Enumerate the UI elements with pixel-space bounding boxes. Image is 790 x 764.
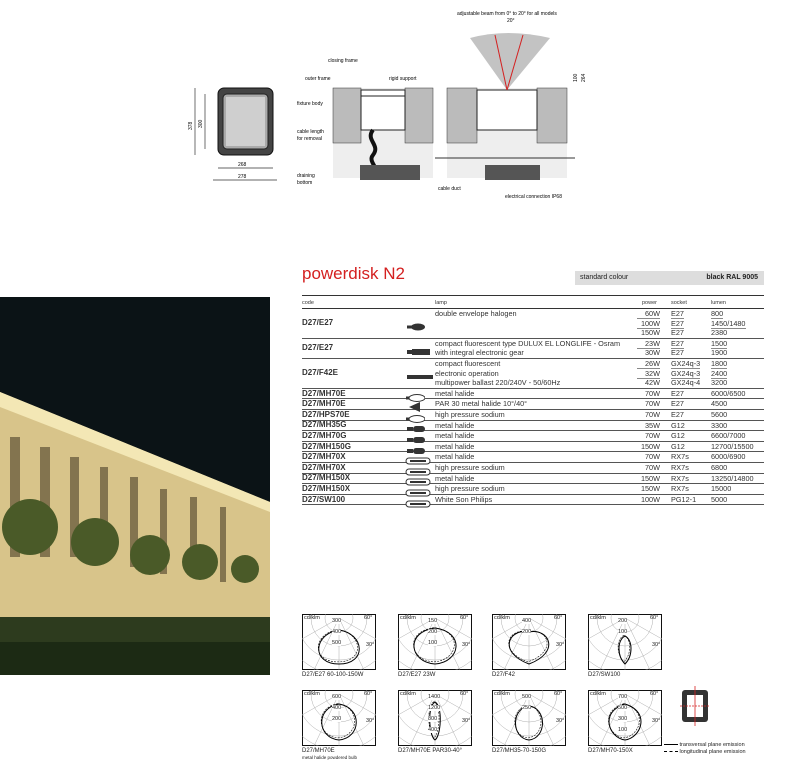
row-socket: E27 xyxy=(671,309,684,318)
row-power: 32W xyxy=(637,369,660,379)
curve-tick-label: 400 xyxy=(522,618,532,624)
dim-378: 378 xyxy=(188,121,194,130)
spec-table xyxy=(302,298,764,505)
fixture-front-view xyxy=(195,88,277,180)
beam-angle: 20° xyxy=(507,18,515,24)
row-lamp-desc: PAR 30 metal halide 10°/40° xyxy=(435,399,528,409)
row-line xyxy=(302,378,764,388)
row-code: D27/SW100 xyxy=(302,494,346,504)
curve-label: D27/F42 xyxy=(492,672,516,678)
curve-tick-label: 250 xyxy=(522,705,532,711)
row-socket: E27 xyxy=(671,409,684,419)
curve-label: D27/MH70E PAR30-40° xyxy=(398,748,462,754)
row-socket: GX24q-3 xyxy=(671,368,701,378)
row-lumen: 800 xyxy=(711,309,724,318)
curve-unit: cd/klm xyxy=(494,615,510,621)
curve-tick-label: 800 xyxy=(428,716,438,722)
row-power: 70W xyxy=(644,409,660,419)
legend-transversal xyxy=(664,742,745,748)
curve-unit: cd/klm xyxy=(400,691,416,697)
row-lumen: 6600/7000 xyxy=(711,431,746,441)
row-lamp-desc: high pressure sodium xyxy=(435,462,505,472)
curve-tick-label: 100 xyxy=(618,727,628,733)
row-lamp-desc: metal halide xyxy=(435,420,475,430)
row-lumen: 5600 xyxy=(711,409,728,419)
installation-diagram xyxy=(185,0,595,210)
row-lumen: 6800 xyxy=(711,462,728,472)
standard-colour-bar xyxy=(575,271,764,285)
curve-tick-label: 500 xyxy=(332,640,342,646)
row-socket: E27 xyxy=(671,399,684,409)
row-line xyxy=(302,348,764,358)
legend-transversal-label: transversal plane emission xyxy=(679,742,745,748)
curve-angle-label: 30° xyxy=(652,718,661,724)
row-line xyxy=(302,421,764,431)
row-power: 70W xyxy=(644,399,660,409)
installation-section-left xyxy=(333,88,433,180)
row-lamp-desc: metal halide xyxy=(435,388,475,398)
curve-tick-label: 1400 xyxy=(428,694,441,700)
row-lamp-desc: with integral electronic gear xyxy=(435,348,524,358)
table-row xyxy=(302,452,764,463)
curve-tick-label: 200 xyxy=(522,629,532,635)
curve-label: D27/MH35-70-150G xyxy=(492,748,547,754)
row-line xyxy=(302,410,764,420)
product-title: powerdisk N2 xyxy=(302,264,405,283)
curve-label: D27/E27 23W xyxy=(398,672,436,678)
curve-label: D27/MH70E xyxy=(302,748,335,754)
row-power: 150W xyxy=(640,328,660,338)
label-rigid-support: rigid support xyxy=(389,76,417,82)
photometric-curve xyxy=(302,614,376,678)
table-row xyxy=(302,484,764,495)
table-row xyxy=(302,309,764,339)
row-line xyxy=(302,389,764,399)
table-row xyxy=(302,339,764,359)
curve-tick-label: 200 xyxy=(428,629,438,635)
row-lumen: 12700/15500 xyxy=(711,441,754,451)
curve-angle-label: 60° xyxy=(554,691,563,697)
curve-angle-label: 60° xyxy=(460,691,469,697)
row-socket: E27 xyxy=(671,388,684,398)
row-line xyxy=(302,495,764,505)
photometric-curve xyxy=(492,614,566,678)
row-socket: E27 xyxy=(671,338,684,348)
row-lumen: 1800 xyxy=(711,358,728,368)
table-row xyxy=(302,399,764,410)
row-socket: G12 xyxy=(671,420,685,430)
row-lamp-desc: double envelope halogen xyxy=(435,309,517,318)
curve-tick-label: 700 xyxy=(618,694,628,700)
label-draining: draining xyxy=(297,173,315,179)
curve-tick-label: 400 xyxy=(332,629,342,635)
row-socket: RX7s xyxy=(671,473,689,483)
curve-tick-label: 500 xyxy=(618,705,628,711)
curve-tick-label: 600 xyxy=(332,694,342,700)
label-fixture-body: fixture body xyxy=(297,101,323,107)
row-power: 42W xyxy=(644,378,660,388)
row-line xyxy=(302,399,764,409)
row-line xyxy=(302,359,764,369)
legend-fixture-icon xyxy=(680,686,710,726)
row-power: 70W xyxy=(644,431,660,441)
row-line xyxy=(302,442,764,452)
dim-268: 268 xyxy=(238,162,247,168)
curve-tick-label: 500 xyxy=(522,694,532,700)
row-code: D27/MH70E xyxy=(302,399,346,409)
installation-section-right xyxy=(435,33,575,180)
row-power: 150W xyxy=(640,484,660,494)
row-power: 150W xyxy=(640,441,660,451)
row-lumen: 2400 xyxy=(711,368,728,378)
row-socket: E27 xyxy=(671,318,684,328)
row-line xyxy=(302,328,764,338)
row-code: D27/HPS70E xyxy=(302,409,350,419)
label-bottom: bottom xyxy=(297,180,313,186)
label-closing-frame: closing frame xyxy=(328,58,358,64)
curve-sublabel: metal halide powdered bulb xyxy=(302,755,358,760)
row-code: D27/MH150X xyxy=(302,483,351,493)
row-lamp-desc: metal halide xyxy=(435,452,475,462)
row-power: 70W xyxy=(644,462,660,472)
row-lumen: 3200 xyxy=(711,378,728,388)
table-row xyxy=(302,389,764,400)
curve-angle-label: 30° xyxy=(462,718,471,724)
row-lamp-desc: White Son Philips xyxy=(435,494,493,504)
photometric-curve xyxy=(588,690,662,754)
row-line xyxy=(302,309,764,319)
row-lumen: 5000 xyxy=(711,494,728,504)
table-row xyxy=(302,431,764,442)
label-cable-duct: cable duct xyxy=(438,186,461,192)
legend-longitudinal-label: longitudinal plane emission xyxy=(679,749,746,755)
row-socket: RX7s xyxy=(671,462,689,472)
title-rule xyxy=(302,295,764,296)
header-socket: socket xyxy=(671,300,687,306)
curve-angle-label: 60° xyxy=(554,615,563,621)
row-line xyxy=(302,452,764,462)
row-lamp-desc: high pressure sodium xyxy=(435,409,505,419)
curve-tick-label: 300 xyxy=(618,716,628,722)
row-line xyxy=(302,339,764,349)
row-lumen: 2380 xyxy=(711,328,728,338)
row-lumen: 1900 xyxy=(711,348,728,358)
curve-tick-label: 1200 xyxy=(428,705,441,711)
row-line xyxy=(302,484,764,494)
row-lamp-desc: metal halide xyxy=(435,431,475,441)
curve-angle-label: 60° xyxy=(364,691,373,697)
dim-264: 264 xyxy=(581,73,587,82)
row-line xyxy=(302,319,764,329)
photometric-curve xyxy=(588,614,662,678)
row-lamp-desc: metal halide xyxy=(435,441,475,451)
row-lamp-desc: compact fluorescent xyxy=(435,358,501,368)
colour-label: standard colour xyxy=(580,274,629,281)
row-socket: GX24q-3 xyxy=(671,358,701,368)
photometric-curve xyxy=(398,614,472,678)
row-lamp-desc: metal halide xyxy=(435,473,475,483)
curve-angle-label: 30° xyxy=(556,642,565,648)
row-lumen: 15000 xyxy=(711,484,732,494)
header-lumen: lumen xyxy=(711,300,726,306)
row-lumen: 6000/6900 xyxy=(711,452,746,462)
row-power: 100W xyxy=(640,494,660,504)
curve-tick-label: 400 xyxy=(428,727,438,733)
row-socket: G12 xyxy=(671,431,685,441)
curve-unit: cd/klm xyxy=(304,615,320,621)
table-row xyxy=(302,495,764,506)
row-code: D27/MH35G xyxy=(302,420,347,430)
row-power: 150W xyxy=(640,473,660,483)
curve-tick-label: 200 xyxy=(618,618,628,624)
row-lumen: 3300 xyxy=(711,420,728,430)
label-electrical-connection: electrical connection IP68 xyxy=(505,194,562,200)
row-power: 70W xyxy=(644,452,660,462)
row-lumen: 1450/1480 xyxy=(711,318,746,328)
row-socket: E27 xyxy=(671,328,684,338)
table-header xyxy=(302,298,764,309)
curve-angle-label: 30° xyxy=(366,718,375,724)
row-code: D27/MH150X xyxy=(302,473,351,483)
row-power: 30W xyxy=(644,348,660,358)
curve-angle-label: 30° xyxy=(556,718,565,724)
label-for-removal: for removal xyxy=(297,136,323,142)
dim-300: 300 xyxy=(198,119,204,128)
row-lumen: 1500 xyxy=(711,338,728,348)
row-socket: G12 xyxy=(671,441,685,451)
curve-unit: cd/klm xyxy=(590,691,606,697)
header-lamp: lamp xyxy=(435,300,447,306)
row-line xyxy=(302,474,764,484)
row-socket: RX7s xyxy=(671,452,689,462)
curve-unit: cd/klm xyxy=(304,691,320,697)
row-code: D27/E27 xyxy=(302,343,334,353)
table-row xyxy=(302,442,764,453)
curve-label: D27/MH70-150X xyxy=(588,748,633,754)
curve-tick-label: 100 xyxy=(618,629,628,635)
label-cable-length: cable length xyxy=(297,129,324,135)
row-socket: GX24q-4 xyxy=(671,378,701,388)
photometric-curve xyxy=(398,690,472,754)
curve-label: D27/E27 60-100-150W xyxy=(302,672,364,678)
table-row xyxy=(302,359,764,389)
table-row xyxy=(302,474,764,485)
row-code: D27/MH70E xyxy=(302,388,346,398)
table-body xyxy=(302,309,764,505)
row-socket: E27 xyxy=(671,348,684,358)
curve-tick-label: 100 xyxy=(428,640,438,646)
row-line xyxy=(302,369,764,379)
curve-angle-label: 30° xyxy=(462,642,471,648)
table-row xyxy=(302,463,764,474)
label-outer-frame: outer frame xyxy=(305,76,331,82)
colour-value: black RAL 9005 xyxy=(706,274,758,281)
photometric-curve xyxy=(302,690,376,760)
curve-angle-label: 60° xyxy=(364,615,373,621)
row-code: D27/F42E xyxy=(302,368,339,378)
row-power: 100W xyxy=(637,319,660,329)
header-code: code xyxy=(302,300,314,306)
curve-angle-label: 60° xyxy=(460,615,469,621)
row-power: 60W xyxy=(637,309,660,319)
row-lamp-desc: electronic operation xyxy=(435,368,499,378)
curve-unit: cd/klm xyxy=(494,691,510,697)
table-row xyxy=(302,410,764,421)
curve-angle-label: 60° xyxy=(650,691,659,697)
row-lamp-desc: high pressure sodium xyxy=(435,484,505,494)
beam-note: adjustable beam from 0° to 20° for all models xyxy=(457,11,557,17)
curve-angle-label: 60° xyxy=(650,615,659,621)
row-lamp-desc: compact fluorescent type DULUX EL LONGLIFE - Osram xyxy=(435,338,621,348)
curve-label: D27/SW100 xyxy=(588,672,621,678)
curve-unit: cd/klm xyxy=(590,615,606,621)
row-power: 35W xyxy=(644,420,660,430)
dim-100: 100 xyxy=(573,73,579,82)
row-lamp-desc: multipower ballast 220/240V - 50/60Hz xyxy=(435,378,561,388)
curve-angle-label: 30° xyxy=(652,642,661,648)
row-code: D27/MH70X xyxy=(302,462,346,472)
curve-angle-label: 30° xyxy=(366,642,375,648)
row-power: 70W xyxy=(644,388,660,398)
night-facade-photo xyxy=(0,297,270,675)
dim-278: 278 xyxy=(238,174,247,180)
row-socket: PG12-1 xyxy=(671,494,697,504)
curve-tick-label: 400 xyxy=(332,705,342,711)
legend-longitudinal xyxy=(664,749,746,755)
row-lumen: 6000/6500 xyxy=(711,388,746,398)
row-code: D27/E27 xyxy=(302,318,334,328)
header-power: power xyxy=(642,300,657,306)
curve-tick-label: 300 xyxy=(332,618,342,624)
row-line xyxy=(302,463,764,473)
row-line xyxy=(302,431,764,441)
row-lumen: 4500 xyxy=(711,399,728,409)
curve-unit: cd/klm xyxy=(400,615,416,621)
row-code: D27/MH150G xyxy=(302,441,351,451)
row-code: D27/MH70X xyxy=(302,452,346,462)
table-row xyxy=(302,421,764,432)
row-power: 26W xyxy=(637,359,660,369)
curve-tick-label: 200 xyxy=(332,716,342,722)
row-lumen: 13250/14800 xyxy=(711,473,754,483)
photometric-curve xyxy=(492,690,566,754)
row-socket: RX7s xyxy=(671,484,689,494)
row-power: 23W xyxy=(637,339,660,349)
curve-tick-label: 150 xyxy=(428,618,438,624)
row-code: D27/MH70G xyxy=(302,430,347,440)
